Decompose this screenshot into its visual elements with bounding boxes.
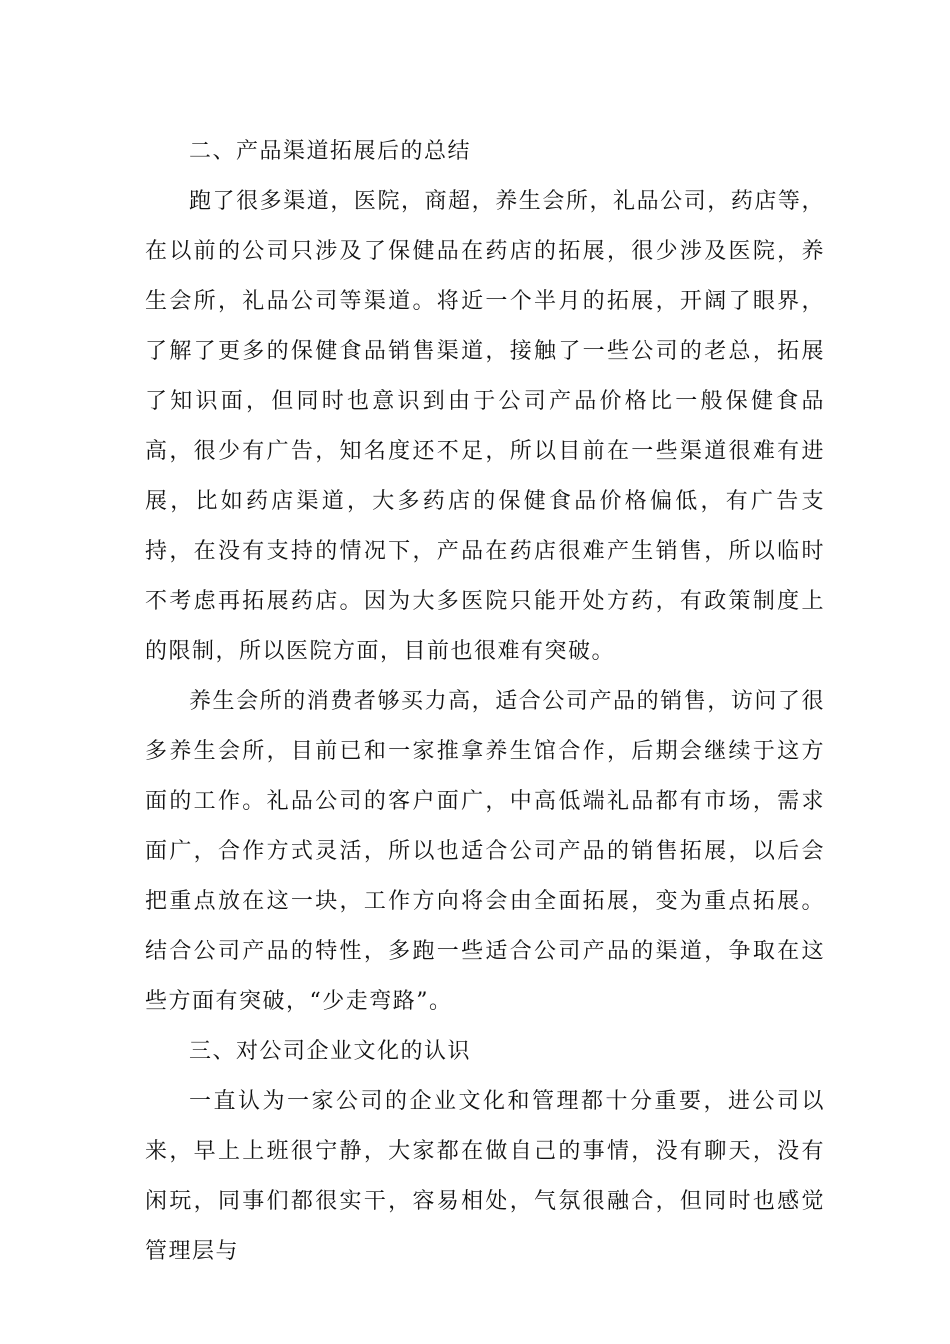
section-heading-3: 三、对公司企业文化的认识	[189, 1039, 472, 1064]
paragraph-channels: 跑了很多渠道，医院，商超，养生会所，礼品公司，药店等，在以前的公司只涉及了保健品在药店的拓展，很少涉及医院，养生会所，礼品公司等渠道。将近一个半月的拓展，开阔了眼界，了解了更多的保健食品销售渠道，接触了一些公司的老总，拓展了知识面，但同时也意识到由于公司产品价格比一般保健食品高，很少有广告，知名度还不足，所以目前在一些渠道很难有进展，比如药店渠道，大多药店的保健食品价格偏低，有广告支持，在没有支持的情况下，产品在药店很难产生销售，所以临时不考虑再拓展药店。因为大多医院只能开处方药，有政策制度上的限制，所以医院方面，目前也很难有突破。	[145, 189, 825, 664]
paragraph-focus: 养生会所的消费者够买力高，适合公司产品的销售，访问了很多养生会所，目前已和一家推拿养生馆合作，后期会继续于这方面的工作。礼品公司的客户面广，中高低端礼品都有市场，需求面广，合作方式灵活，所以也适合公司产品的销售拓展，以后会把重点放在这一块，工作方向将会由全面拓展，变为重点拓展。结合公司产品的特性，多跑一些适合公司产品的渠道，争取在这些方面有突破，“少走弯路”。	[145, 689, 825, 1014]
document-body	[145, 127, 825, 1277]
section-heading-2: 二、产品渠道拓展后的总结	[189, 139, 472, 164]
paragraph-culture: 一直认为一家公司的企业文化和管理都十分重要，进公司以来，早上上班很宁静，大家都在做自己的事情，没有聊天，没有闲玩，同事们都很实干，容易相处，气氛很融合，但同时也感觉管理层与	[145, 1089, 825, 1264]
